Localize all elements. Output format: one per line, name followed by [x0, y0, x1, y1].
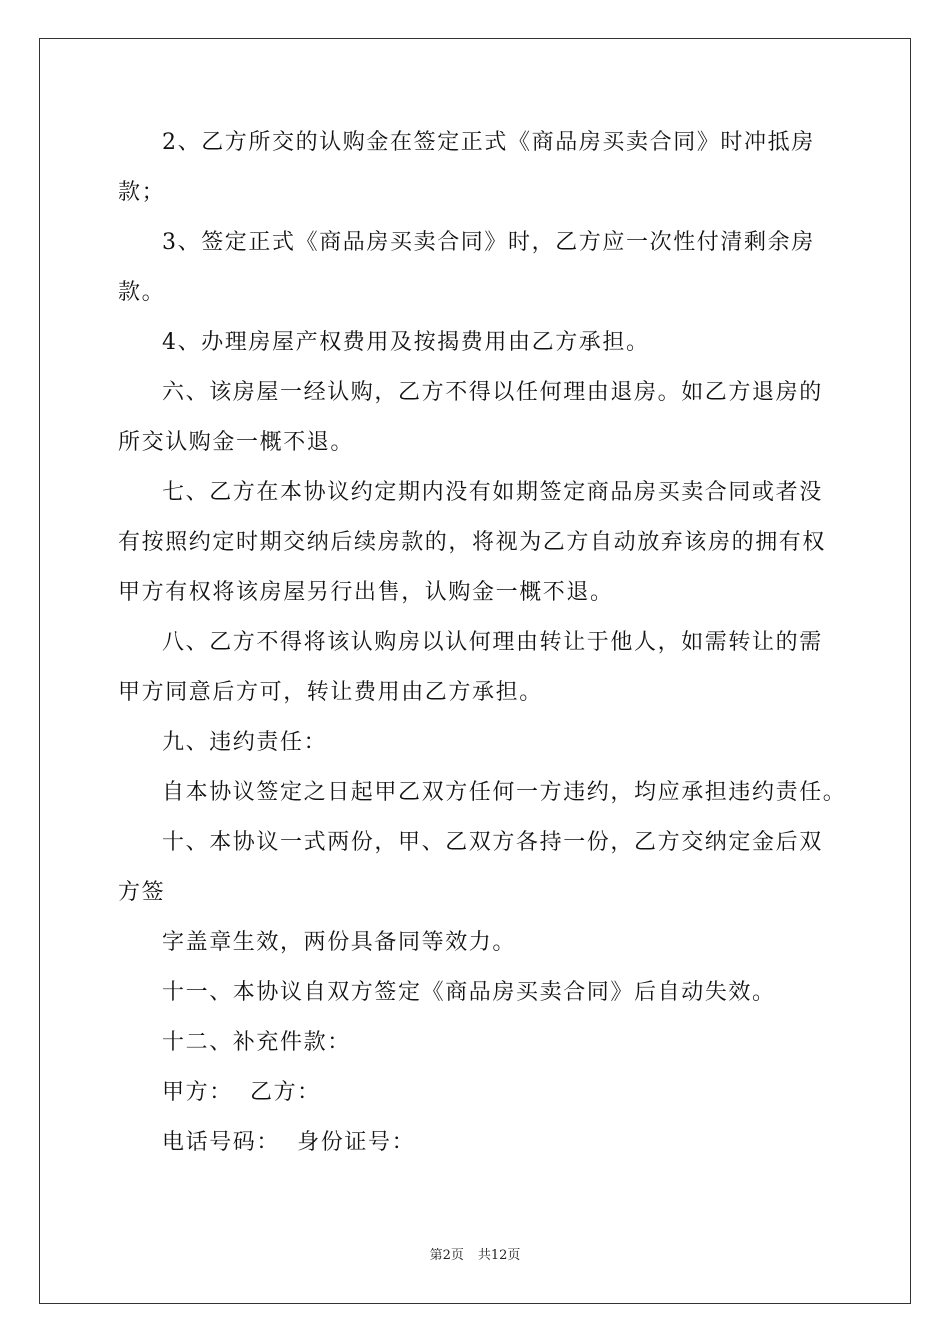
paragraph-line: 八、乙方不得将该认购房以认何理由转让于他人，如需转让的需 — [162, 630, 823, 655]
paragraph-line: 2、乙方所交的认购金在签定正式《商品房买卖合同》时冲抵房 — [162, 130, 815, 155]
paragraph-line: 3、签定正式《商品房买卖合同》时，乙方应一次性付清剩余房 — [162, 230, 815, 255]
paragraph-line: 所交认购金一概不退。 — [118, 430, 355, 455]
paragraph-line: 六、该房屋一经认购，乙方不得以任何理由退房。如乙方退房的 — [162, 380, 823, 405]
paragraph-line: 十二、补充件款： — [162, 1030, 351, 1055]
paragraph-line: 九、违约责任： — [162, 730, 328, 755]
paragraph-line: 方签 — [118, 880, 166, 905]
contact-line: 电话号码： 身份证号： — [162, 1130, 416, 1155]
paragraph-line: 字盖章生效，两份具备同等效力。 — [162, 930, 517, 955]
signature-line: 甲方： 乙方： — [162, 1080, 321, 1105]
paragraph-line: 七、乙方在本协议约定期内没有如期签定商品房买卖合同或者没 — [162, 480, 823, 505]
page-total: 共12页 — [477, 1248, 521, 1263]
paragraph-line: 自本协议签定之日起甲乙双方任何一方违约，均应承担违约责任。 — [162, 780, 847, 805]
paragraph-line: 十一、本协议自双方签定《商品房买卖合同》后自动失效。 — [162, 980, 776, 1005]
paragraph-line: 甲方同意后方可，转让费用由乙方承担。 — [118, 680, 543, 705]
paragraph-line: 有按照约定时期交纳后续房款的，将视为乙方自动放弃该房的拥有权 — [118, 530, 827, 555]
paragraph-line: 款； — [118, 180, 166, 205]
page-footer — [0, 1247, 950, 1265]
page-number: 第2页 — [429, 1248, 464, 1263]
paragraph-line: 4、办理房屋产权费用及按揭费用由乙方承担。 — [162, 330, 650, 355]
paragraph-line: 十、本协议一式两份，甲、乙双方各持一份，乙方交纳定金后双 — [162, 830, 823, 855]
paragraph-line: 款。 — [118, 280, 166, 305]
paragraph-line: 甲方有权将该房屋另行出售，认购金一概不退。 — [118, 580, 614, 605]
